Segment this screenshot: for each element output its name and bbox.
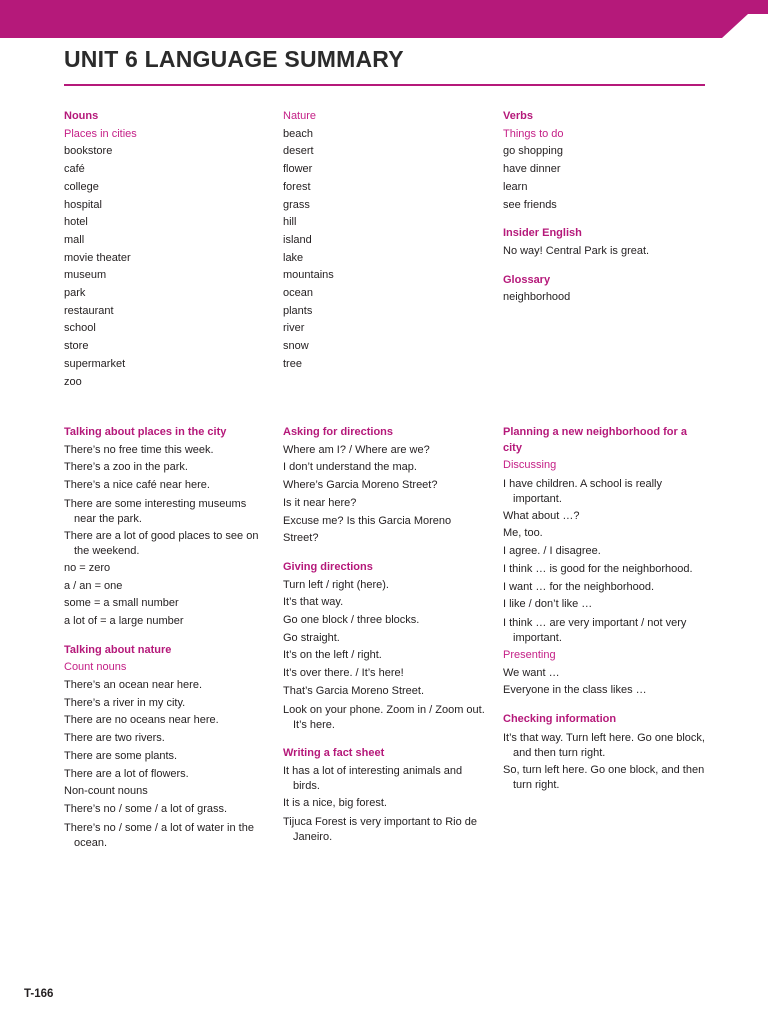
glossary-heading: Glossary [503,273,551,286]
planning-heading: Planning a new neighborhood for a city [503,426,687,454]
nature-talk-heading: Talking about nature [64,643,172,656]
list-item: I think … are very important / not very important. [503,616,687,644]
list-item: So, turn left here. Go one block, and then turn right. [503,763,705,791]
list-item: tree [283,357,302,370]
column-2-lower [283,424,488,846]
list-item: Look on your phone. Zoom in / Zoom out. It’s here. [283,703,485,731]
list-item: see friends [503,198,557,211]
list-item: river [283,322,305,335]
list-item: grass [283,198,310,211]
list-item: plants [283,304,313,317]
list-item: no = zero [64,561,111,574]
list-item: lake [283,251,304,264]
list-item: mall [64,233,85,246]
column-3-lower [503,424,708,794]
list-item: There’s a river in my city. [64,696,186,709]
list-item: There are a lot of good places to see on the weekend. [64,529,259,557]
list-item: snow [283,340,309,353]
header-band [0,0,768,38]
list-item: It’s over there. / It’s here! [283,667,404,680]
list-item: Tijuca Forest is very important to Rio de Janeiro. [283,815,477,843]
list-item: a / an = one [64,579,123,592]
list-item: That’s Garcia Moreno Street. [283,684,425,697]
list-item: flower [283,163,313,176]
list-item: some = a small number [64,597,179,610]
list-item: park [64,287,86,300]
verbs-heading: Verbs [503,110,533,122]
list-item: have dinner [503,163,561,176]
list-item: Me, too. [503,527,543,540]
list-item: school [64,322,96,335]
list-item: Is it near here? [283,496,357,509]
title-rule [64,84,705,86]
places-heading: Places in cities [64,127,137,140]
list-item: I think … is good for the neighborhood. [503,562,693,575]
column-1 [64,108,269,391]
column-3 [503,108,708,307]
list-item: beach [283,127,313,140]
nature-heading: Nature [283,110,317,122]
list-item: store [64,340,89,353]
list-item: It has a lot of interesting animals and birds. [283,765,463,793]
list-item: café [64,163,85,176]
list-item: Everyone in the class likes … [503,684,647,697]
list-item: It is a nice, big forest. [283,797,387,810]
list-item: There are two rivers. [64,732,165,745]
list-item: go shopping [503,145,563,158]
count-nouns-heading: Count nouns [64,661,127,674]
list-item: I like / don’t like … [503,598,593,611]
list-item: desert [283,145,314,158]
list-item: college [64,180,99,193]
list-item: ocean [283,287,313,300]
list-item: There are some interesting museums near the park. [64,497,247,525]
list-item: hospital [64,198,102,211]
list-item: There’s a nice café near here. [64,479,210,492]
list-item: I have children. A school is really important. [503,477,662,505]
places-list [64,143,269,391]
list-item: I want … for the neighborhood. [503,580,655,593]
list-item: a lot of = a large number [64,614,184,627]
checking-info-heading: Checking information [503,713,617,726]
column-2 [283,108,488,374]
list-item: Go one block / three blocks. [283,614,420,627]
list-item: There are a lot of flowers. [64,767,189,780]
list-item: No way! Central Park is great. [503,244,650,257]
non-count-label: Non-count nouns [64,785,148,798]
asking-directions-heading: Asking for directions [283,426,394,438]
list-item: Excuse me? Is this Garcia Moreno Street? [283,514,452,545]
list-item: There are no oceans near here. [64,714,219,727]
list-item: bookstore [64,145,113,158]
list-item: Where’s Garcia Moreno Street? [283,479,438,492]
list-item: We want … [503,666,560,679]
presenting-heading: Presenting [503,648,556,661]
giving-directions-heading: Giving directions [283,560,373,573]
page-number: T-166 [24,988,54,1000]
list-item: hill [283,216,297,229]
list-item: There are some plants. [64,749,178,762]
list-item: I agree. / I disagree. [503,545,601,558]
list-item: zoo [64,375,82,388]
list-item: island [283,233,312,246]
list-item: museum [64,269,107,282]
list-item: There’s no free time this week. [64,443,214,456]
list-item: There’s a zoo in the park. [64,461,188,474]
list-item: Where am I? / Where are we? [283,443,430,456]
list-item: Turn left / right (here). [283,578,389,591]
list-item: mountains [283,269,334,282]
city-heading: Talking about places in the city [64,426,227,438]
list-item: What about …? [503,509,580,522]
list-item: It’s on the left / right. [283,649,382,662]
nouns-heading: Nouns [64,110,99,122]
list-item: I don’t understand the map. [283,461,417,474]
list-item: movie theater [64,251,131,264]
fact-sheet-heading: Writing a fact sheet [283,746,385,759]
list-item: supermarket [64,357,126,370]
list-item: forest [283,180,311,193]
list-item: hotel [64,216,88,229]
list-item: There’s no / some / a lot of water in the ocean. [64,821,254,849]
list-item: It’s that way. [283,596,344,609]
list-item: restaurant [64,304,114,317]
discussing-heading: Discussing [503,459,557,471]
list-item: There’s no / some / a lot of grass. [64,802,228,815]
page-title: UNIT 6 LANGUAGE SUMMARY [64,46,404,72]
list-item: There’s an ocean near here. [64,679,202,692]
list-item: learn [503,180,528,193]
column-1-lower [64,424,269,852]
list-item: It’s that way. Turn left here. Go one block, and then turn right. [503,731,705,759]
list-item: neighborhood [503,291,571,304]
things-to-do-heading: Things to do [503,127,564,140]
insider-english-heading: Insider English [503,227,582,240]
list-item: Go straight. [283,631,340,644]
